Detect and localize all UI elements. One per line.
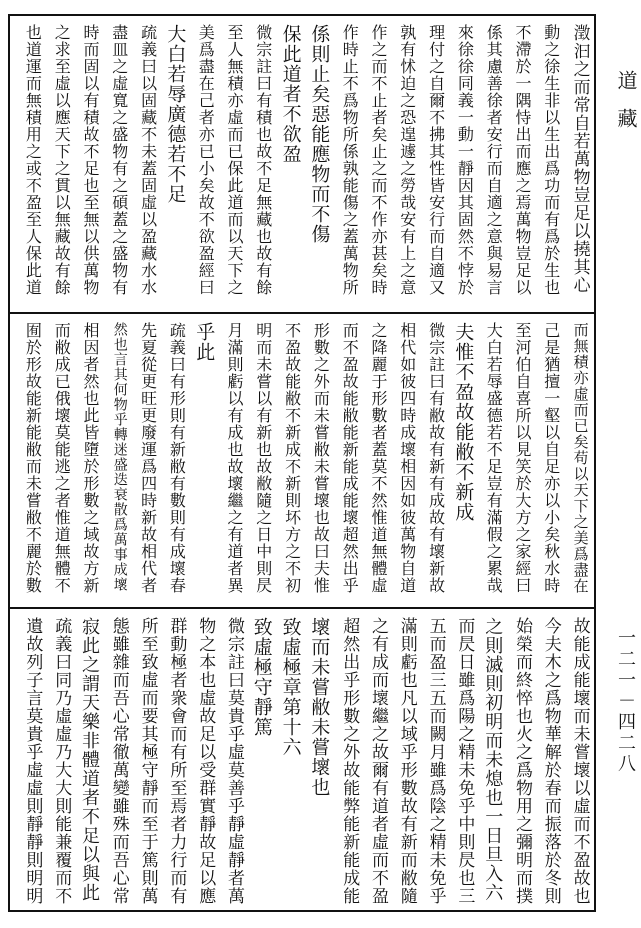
text-column: 而敝成已俄壞莫能逃之者惟道無體不	[52, 322, 72, 594]
text-column: 己是猶擅一壑以自足亦以小矣秋水時	[541, 322, 561, 594]
text-column: 今夫木之爲物華解於春而振落於冬則	[540, 617, 561, 905]
text-column: 夫惟不盈故能敝不新成	[452, 322, 475, 522]
text-column: 大白若辱盛德若不足豈有滿假之累哉	[484, 322, 504, 594]
text-column: 然也言其何物乎轉迷盛迭衰散爲萬事成壞	[111, 322, 128, 592]
text-column: 微宗註曰有敝故有新有成故有壞新故	[426, 322, 446, 594]
text-column: 所至致虛而要其極守靜而至于篤則萬	[137, 617, 158, 905]
text-column: 態雖雜而吾心常徹萬變雖殊而吾心常	[108, 617, 129, 905]
text-column: 係其慮善徐者安行而自適之意與易言	[484, 24, 504, 296]
text-column: 相代如彼四時成壞相因如彼萬物自道	[397, 322, 417, 594]
text-column: 先夏從更旺更廢運爲四時新故相代者	[138, 322, 158, 594]
text-column: 作之而不止者矣止之而不作亦甚矣時	[369, 24, 388, 296]
text-column: 五而盈三五而闕月雖爲陰之精未免乎	[425, 617, 446, 905]
text-column: 而昃日雖爲陽之精未免乎中則昃也三	[454, 617, 475, 905]
text-column: 盡皿之虛寬之盛物有之碩蓋之盛物有	[109, 24, 129, 296]
text-column: 致虛極章第十六	[279, 617, 302, 757]
text-column: 美爲盡在己者亦已小矣故不欲盈經曰	[196, 24, 216, 296]
text-column: 微宗註曰莫貴乎虛莫善乎靜虛靜者萬	[224, 617, 244, 905]
text-column: 至人無積亦虛而已保此道而以天下之	[225, 24, 244, 296]
text-column: 孰有怵迫之恐遑遽之勞哉安有上之意	[397, 24, 417, 296]
text-column: 始榮而終悴也火之爲物用之彌明而撲	[512, 617, 532, 905]
text-column: 也道運而無積用之或不盈至人保此道	[23, 24, 43, 296]
text-column: 不滯於一隅恃出而應之焉萬物豈足以	[513, 24, 532, 296]
margin-title: 道藏	[614, 70, 638, 146]
text-column: 遺故列子言莫貴乎虛虛則靜靜則明明	[22, 617, 43, 905]
text-column: 作時止不爲物所係孰能傷之蓋萬物所	[340, 24, 360, 296]
text-column: 係則止矣惡能應物而不傷	[308, 24, 331, 244]
text-column: 動之徐生非以生出爲功而有爲於生也	[541, 24, 561, 296]
text-column: 明而未嘗以有新也故敝隨之日中則昃	[253, 322, 273, 594]
text-column: 之降麗于形數者蓋莫不然惟道無體虛	[369, 322, 388, 594]
text-column: 壞而未嘗敝未嘗壞也	[308, 617, 331, 797]
panel-divider	[8, 312, 596, 314]
text-column: 超然出乎形數之外故能弊能新能成能	[339, 617, 360, 905]
text-column: 之則滅則初明而未熄也一日旦入六	[482, 617, 504, 902]
text-column: 群動極者衆會而有所至焉者力行而有	[166, 617, 187, 905]
text-column: 致虛極守靜篤	[250, 617, 273, 737]
text-column: 至河伯自喜所以見笑於大方之家經曰	[513, 322, 532, 594]
text-column: 大白若辱廣德若不足	[164, 24, 187, 204]
text-column: 物之本也虛故足以受群實靜故足以應	[195, 617, 216, 905]
text-column: 之求至虛以應天下之貫以無藏故有餘	[52, 24, 72, 296]
text-column: 疏義曰同乃虛虛乃大大則能兼覆而不	[51, 617, 72, 905]
text-column: 微宗註曰有積也故不足無藏也故有餘	[253, 24, 273, 296]
text-column: 故能成能壞而未嘗壞以虛而不盈故也	[569, 617, 590, 905]
text-column: 疏義曰有形則有新敝有數則有成壞春	[167, 322, 187, 594]
text-column: 保此道者不欲盈	[279, 24, 302, 164]
text-column: 而無積亦虛而已矣苟以天下之美爲盡在	[571, 322, 590, 594]
text-column: 理付之自爾不拂其性皆安行而自適又	[426, 24, 446, 296]
text-column: 囿於形故能新能敝而未嘗敝不麗於數	[23, 322, 43, 594]
text-column: 相因者然也此皆墮於形數之域故方新	[81, 322, 100, 594]
text-column: 月滿則虧以有成也故壞繼之有道者異	[225, 322, 244, 594]
text-column: 疏義曰以固藏不未蓋固虛以盈藏水水	[138, 24, 158, 296]
text-column: 澂汩之而常自若萬物豈足以撓其心	[569, 24, 590, 294]
text-column: 而不盈故能敝能新能成能壞超然出乎	[340, 322, 360, 594]
text-column: 時而固以有積故不足也至無以供萬物	[81, 24, 100, 296]
text-column: 乎此	[193, 322, 216, 362]
text-column: 來徐徐同義一動一靜因其固然不悖於	[455, 24, 475, 296]
text-column: 滿則虧也凡以域乎形數故有新而敝隨	[396, 617, 417, 905]
text-column: 不盈故能敝不新成不新則坏方之不初	[282, 322, 302, 594]
text-column: 寂此之謂天樂非體道者不足以與此	[79, 617, 100, 902]
text-column: 形數之外而未嘗敝未嘗壞也故曰夫惟	[311, 322, 331, 594]
text-column: 之有成而壞繼之故爾有道者虛而不盈	[368, 617, 388, 905]
page-number: 一二一－四二八	[615, 628, 636, 775]
